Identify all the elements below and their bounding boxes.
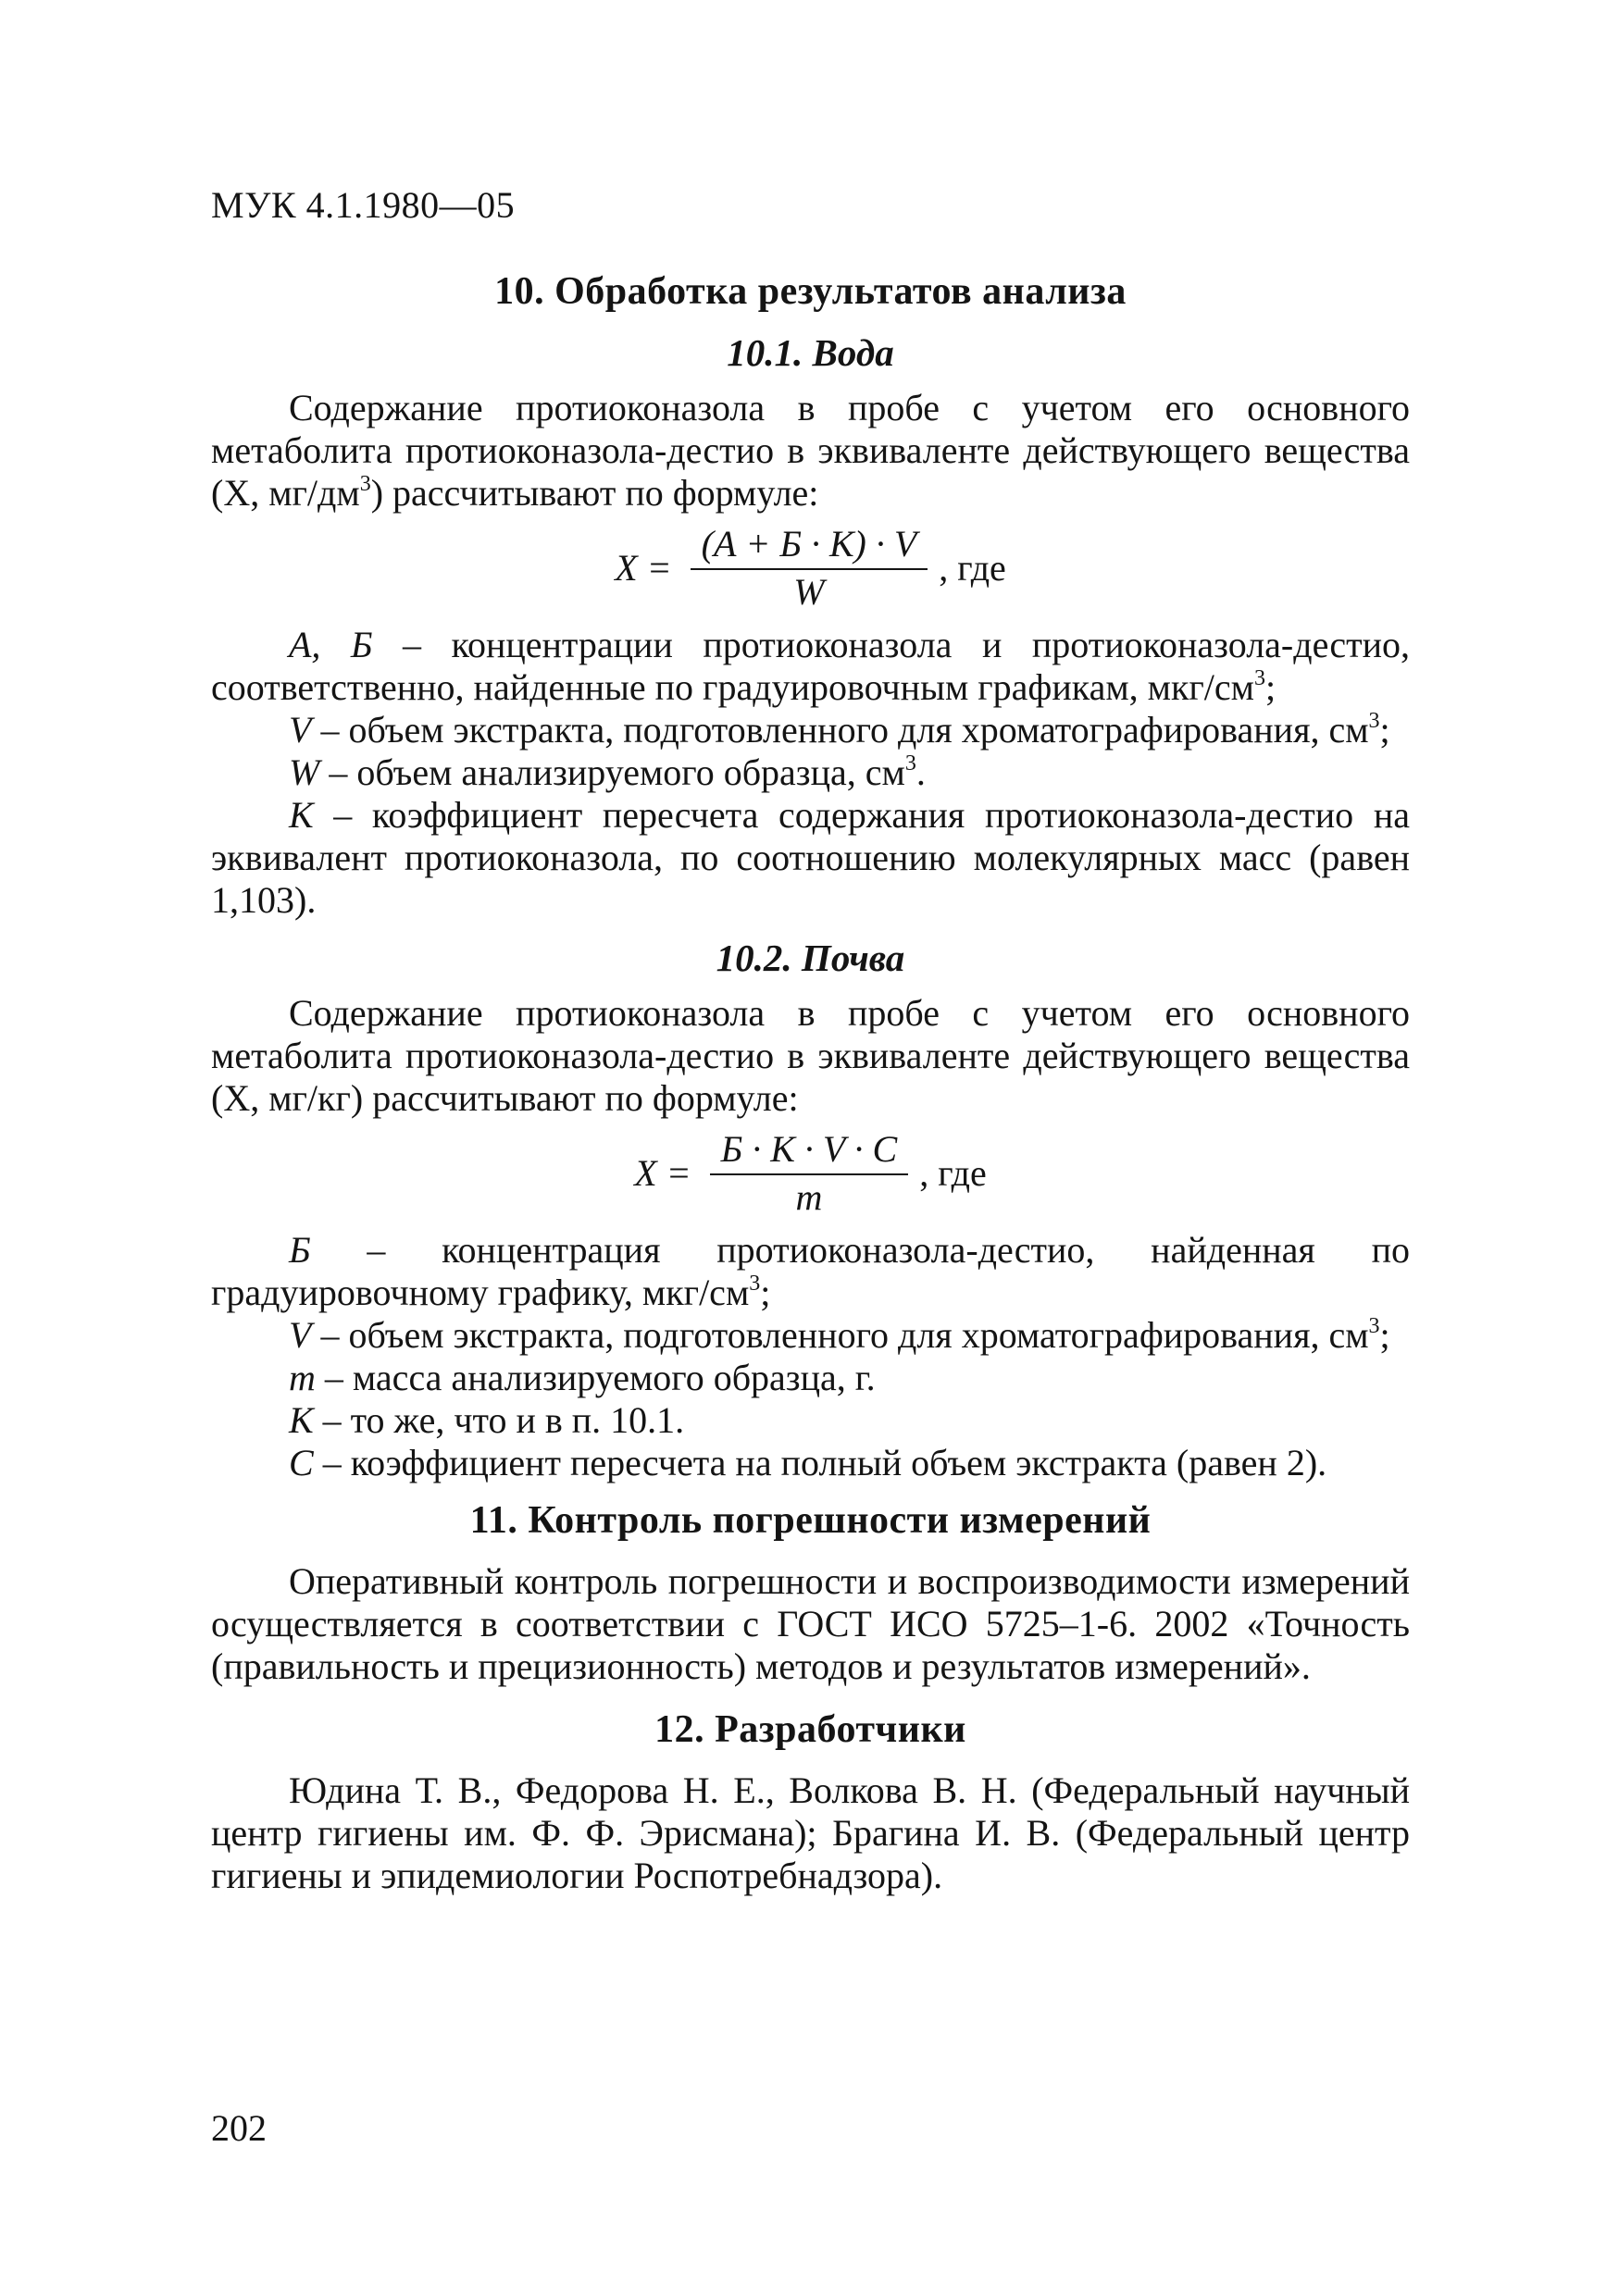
formula-fraction	[691, 524, 928, 613]
subsection-water-title: 10.1. Вода	[727, 331, 894, 374]
soil-def: К – то же, что и в п. 10.1.	[289, 1399, 685, 1441]
water-def: К – коэффициент пересчета содержания протиоконазола-дестио на эквивалент протиоконазола, по соотношению молекулярных масс (равен 1,103).	[211, 794, 1410, 921]
water-formula	[211, 524, 1410, 613]
subsection-soil-title: 10.2. Почва	[716, 937, 905, 979]
section-11-title: 11. Контроль погрешности измерений	[469, 1499, 1152, 1542]
soil-def: С – коэффициент пересчета на полный объем экстракта (равен 2).	[289, 1442, 1327, 1483]
formula-lhs: X =	[634, 1152, 691, 1194]
soil-def: Б – концентрация протиоконазола-дестио, найденная по градуировочному графику, мкг/$см^3$;	[211, 1229, 1410, 1313]
water-def: W – объем анализируемого образца, $см^3$.	[289, 751, 926, 793]
formula-tail: , где	[919, 1152, 987, 1194]
soil-intro: Содержание протиоконазола в пробе с учетом его основного метаболита протиоконазола-дестио в эквиваленте действующего вещества (X, мг/кг) рассчитывают по формуле:	[211, 992, 1410, 1119]
section-12-text: Юдина Т. В., Федорова Н. Е., Волкова В. Н. (Федеральный научный центр гигиены им. Ф. Ф. Эрисмана); Брагина И. В. (Федеральный центр гигиены и эпидемиологии Роспотребнадзора).	[211, 1769, 1410, 1896]
formula-numerator: (А + Б · К) · V	[691, 524, 928, 570]
soil-def: V – объем экстракта, подготовленного для хроматографирования, $см^3$;	[289, 1314, 1390, 1356]
formula-lhs: X =	[615, 547, 672, 589]
soil-def: m – масса анализируемого образца, г.	[289, 1357, 876, 1398]
page-number: 202	[211, 2107, 267, 2149]
water-def: V – объем экстракта, подготовленного для хроматографирования, $см^3$;	[289, 709, 1390, 751]
formula-numerator: Б · К · V · С	[710, 1129, 909, 1175]
soil-formula	[211, 1129, 1410, 1218]
formula-fraction	[710, 1129, 909, 1218]
water-intro: Содержание протиоконазола в пробе с учетом его основного метаболита протиоконазола-дестио в эквиваленте действующего вещества (X, $мг/дм^3$) рассчитывают по формуле:	[211, 387, 1410, 514]
formula-denominator: m	[795, 1176, 823, 1218]
section-10-title: 10. Обработка результатов анализа	[494, 270, 1127, 313]
section-12-title: 12. Разработчики	[654, 1708, 966, 1751]
water-def: А, Б – концентрации протиоконазола и протиоконазола-дестио, соответственно, найденные по градуировочным графикам, мкг/$см^3$;	[211, 624, 1410, 708]
formula-denominator: W	[793, 571, 825, 613]
document-body	[211, 270, 1410, 1897]
section-11-text: Оперативный контроль погрешности и воспроизводимости измерений осуществляется в соответствии с ГОСТ ИСО 5725–1-6. 2002 «Точность (правильность и прецизионность) методов и результатов измерений».	[211, 1560, 1410, 1687]
formula-tail: , где	[939, 547, 1006, 589]
document-code: МУК 4.1.1980—05	[211, 184, 516, 226]
